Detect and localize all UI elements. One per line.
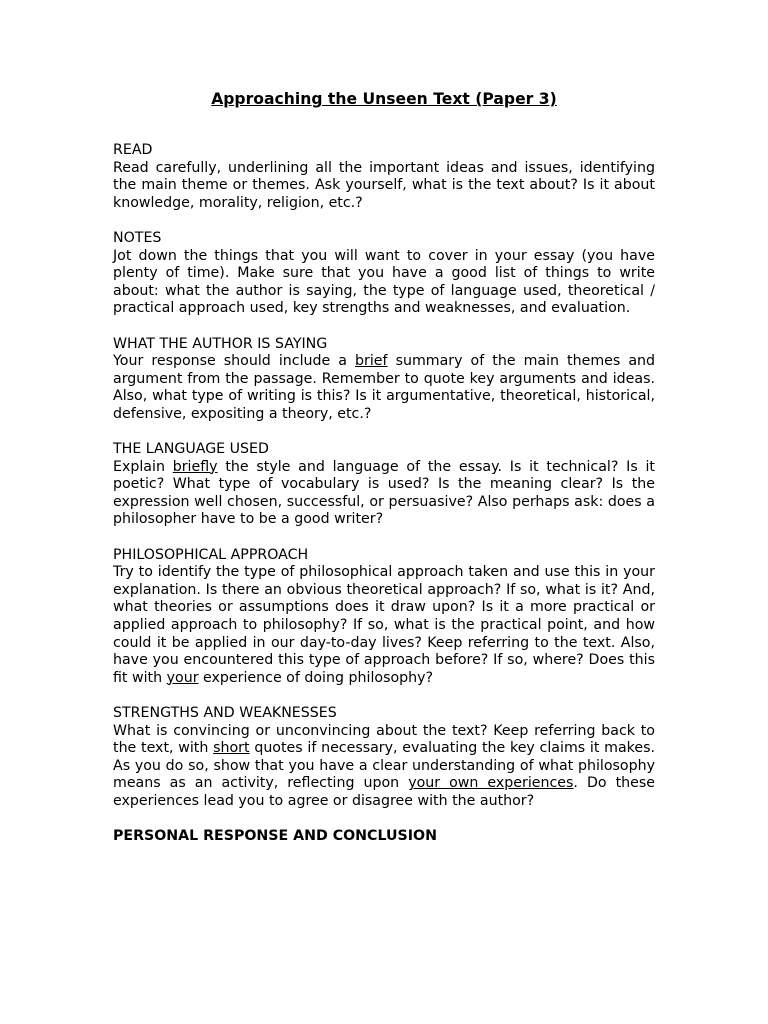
underlined-emphasis: brief: [355, 353, 388, 370]
body-text-segment: experience of doing philosophy?: [198, 669, 434, 686]
section-heading: PERSONAL RESPONSE AND CONCLUSION: [113, 828, 437, 845]
document-page: [113, 89, 655, 863]
underlined-emphasis: short: [213, 740, 250, 757]
underlined-emphasis: your: [166, 669, 199, 686]
underlined-emphasis: your own experiences: [408, 775, 574, 792]
body-text-segment: . Do these experiences lead you to agree or disagree with the author?: [113, 775, 655, 809]
section-philosophical-approach: [113, 547, 655, 688]
body-text-segment: quotes if necessary, evaluating the key claims it makes. As you do so, show that you have a clear understanding of what philosophy means as an activity, reflecting upon: [113, 740, 655, 792]
section-heading: READ: [113, 142, 153, 158]
section-read: [113, 142, 655, 212]
section-body: [113, 723, 655, 811]
body-text-segment: Explain: [113, 458, 173, 475]
body-text-segment: the style and language of the essay. Is it technical? Is it poetic? What type of vocabulary is used? Is the meaning clear? Is the expression well chosen, successful, or persuasive? Also perhaps ask: does a philosopher have to be a good writer?: [113, 458, 655, 528]
section-strengths-and-weaknesses: [113, 705, 655, 811]
section-body: [113, 248, 655, 318]
body-text-segment: summary of the main themes and argument from the passage. Remember to quote key arguments and ideas. Also, what type of writing is this? Is it argumentative, theoretical, historical, defensive, expositing a theory, etc.?: [113, 353, 656, 422]
section-heading: STRENGTHS AND WEAKNESSES: [113, 705, 337, 721]
section-heading: NOTES: [113, 229, 162, 246]
underlined-emphasis: briefly: [172, 458, 218, 475]
body-text-segment: Read carefully, underlining all the important ideas and issues, identifying the main theme or themes. Ask yourself, what is the text about? Is it about knowledge, morality, religion, etc.?: [113, 159, 655, 211]
section-heading: PHILOSOPHICAL APPROACH: [113, 546, 309, 563]
section-heading: WHAT THE AUTHOR IS SAYING: [113, 335, 328, 352]
body-text-segment: Jot down the things that you will want to cover in your essay (you have plenty of time). Make sure that you have a good list of things to write about: what the author is saying, the type of language used, theoretical / practical approach used, key strengths and weaknesses, and evaluation.: [113, 247, 655, 317]
section-body: [113, 353, 655, 423]
section-body: [113, 459, 655, 529]
section-body: [113, 160, 655, 213]
section-body: [113, 564, 655, 687]
section-notes: [113, 230, 655, 318]
section-heading: THE LANGUAGE USED: [113, 441, 269, 458]
section-what-the-author-is-saying: [113, 336, 655, 424]
section-the-language-used: [113, 441, 655, 529]
document-title: Approaching the Unseen Text (Paper 3): [211, 90, 557, 108]
body-text-segment: Your response should include a: [113, 353, 356, 370]
body-text-segment: Try to identify the type of philosophical approach taken and use this in your explanation. Is there an obvious theoretical approach? If so, what is it? And, what theories or assumptions does it draw upon? Is it a more practical or applied approach to philosophy? If so, what is the practical point, and how could it be applied in our day-to-day lives? Keep referring to the text. Also, have you encountered this type of approach before? If so, where? Does this fit with: [113, 564, 655, 686]
section-personal-response-and-conclusion: [113, 828, 655, 846]
body-text-segment: What is convincing or unconvincing about the text? Keep referring back to the text, with: [113, 722, 655, 757]
